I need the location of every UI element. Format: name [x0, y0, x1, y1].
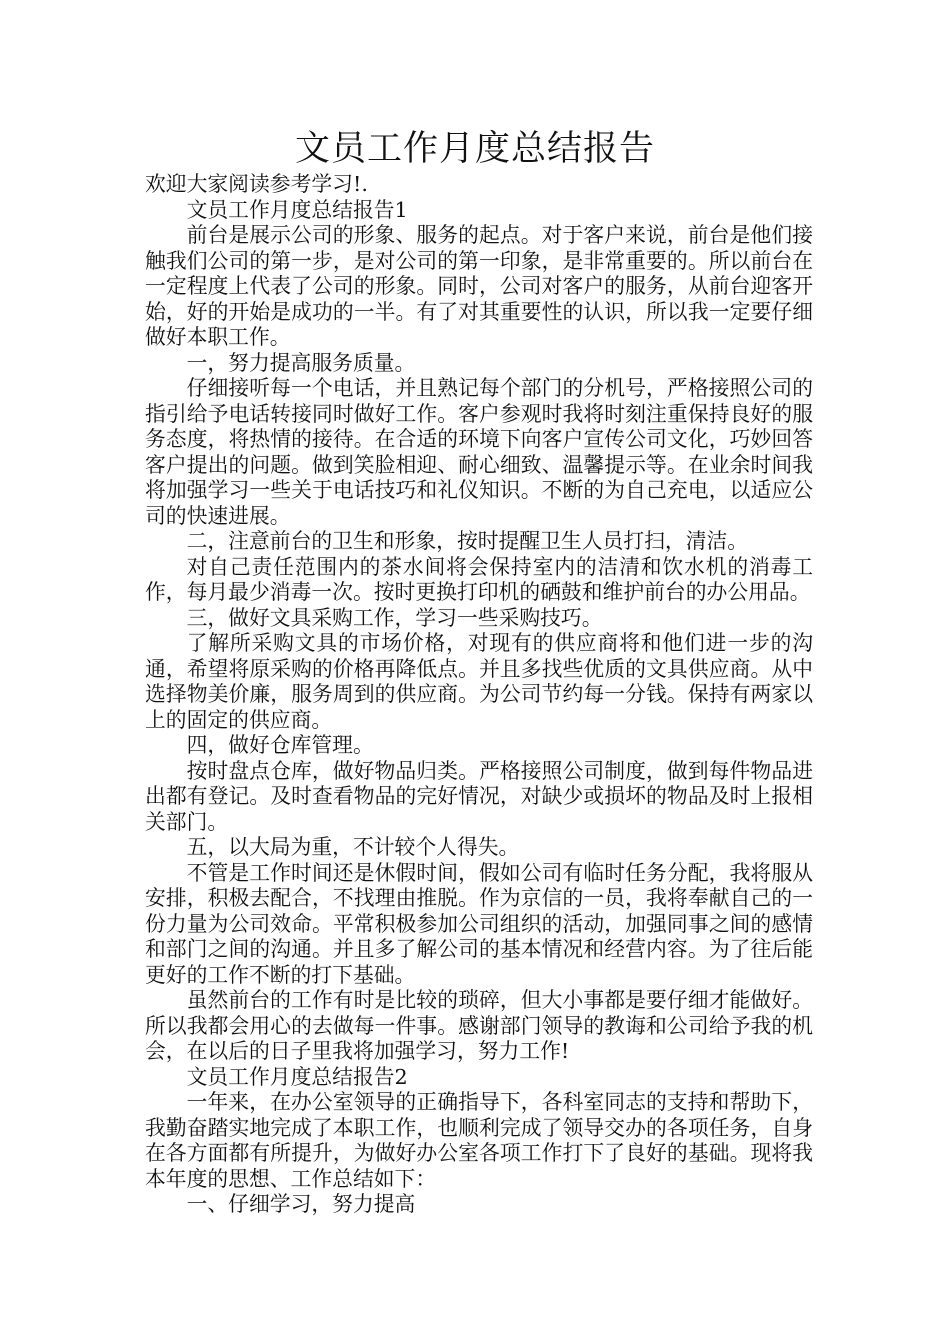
paragraph: 不管是工作时间还是休假时间，假如公司有临时任务分配，我将服从安排，积极去配合，不找理由推脱。作为京信的一员，我将奉献自己的一份力量为公司效命。平常积极参加公司组织的活动，加强同事之间的感情和部门之间的沟通。并且多了解公司的基本情况和经营内容。为了往后能更好的工作不断的打下基础。: [145, 860, 813, 987]
section-heading: 二，注意前台的卫生和形象，按时提醒卫生人员打扫，清洁。: [186, 529, 749, 553]
paragraph: 前台是展示公司的形象、服务的起点。对于客户来说，前台是他们接触我们公司的第一步，是对公司的第一印象，是非常重要的。所以前台在一定程度上代表了公司的形象。同时，公司对客户的服务，从前台迎客开始，好的开始是成功的一半。有了对其重要性的认识，所以我一定要仔细做好本职工作。: [145, 223, 813, 349]
intro-line: 欢迎大家阅读参考学习!.: [145, 172, 368, 196]
section-heading: 三，做好文具采购工作，学习一些采购技巧。: [186, 605, 603, 630]
report-heading-1: 文员工作月度总结报告1: [186, 197, 408, 222]
section-heading: 一，努力提高服务质量。: [186, 350, 416, 375]
section-heading: 四，做好仓库管理。: [186, 733, 374, 757]
paragraph: 仔细接听每一个电话，并且熟记每个部门的分机号，严格接照公司的指引给予电话转接同时做好工作。客户参观时我将时刻注重保持良好的服务态度，将热情的接待。在合适的环境下向客户宣传公司文化，巧妙回答客户提出的问题。做到笑脸相迎、耐心细致、温馨提示等。在业余时间我将加强学习一些关于电话技巧和礼仪知识。不断的为自己充电，以适应公司的快速进展。: [145, 376, 813, 528]
paragraph: 一年来，在办公室领导的正确指导下，各科室同志的支持和帮助下，我勤奋踏实地完成了本职工作，也顺利完成了领导交办的各项任务，自身在各方面都有所提升，为做好办公室各项工作打下了良好的基础。现将我本年度的思想、工作总结如下：: [145, 1090, 813, 1191]
paragraph: 按时盘点仓库，做好物品归类。严格接照公司制度，做到每件物品进出都有登记。及时查看物品的完好情况，对缺少或损坏的物品及时上报相关部门。: [145, 758, 813, 834]
report-heading-2: 文员工作月度总结报告2: [186, 1064, 408, 1089]
section-heading: 一、仔细学习，努力提高: [186, 1192, 416, 1216]
document-body: [145, 172, 813, 1218]
paragraph: 了解所采购文具的市场价格，对现有的供应商将和他们进一步的沟通，希望将原采购的价格再降低点。并且多找些优质的文具供应商。从中选择物美价廉，服务周到的供应商。为公司节约每一分钱。保持有两家以上的固定的供应商。: [145, 631, 813, 732]
document-title: 文员工作月度总结报告: [294, 129, 655, 169]
paragraph: 虽然前台的工作有时是比较的琐碎，但大小事都是要仔细才能做好。所以我都会用心的去做每一件事。感谢部门领导的教诲和公司给予我的机会，在以后的日子里我将加强学习，努力工作!: [145, 988, 813, 1063]
paragraph: 对自己责任范围内的茶水间将会保持室内的洁清和饮水机的消毒工作，每月最少消毒一次。按时更换打印机的硒鼓和维护前台的办公用品。: [145, 554, 813, 604]
section-heading: 五，以大局为重，不计较个人得失。: [186, 835, 520, 859]
